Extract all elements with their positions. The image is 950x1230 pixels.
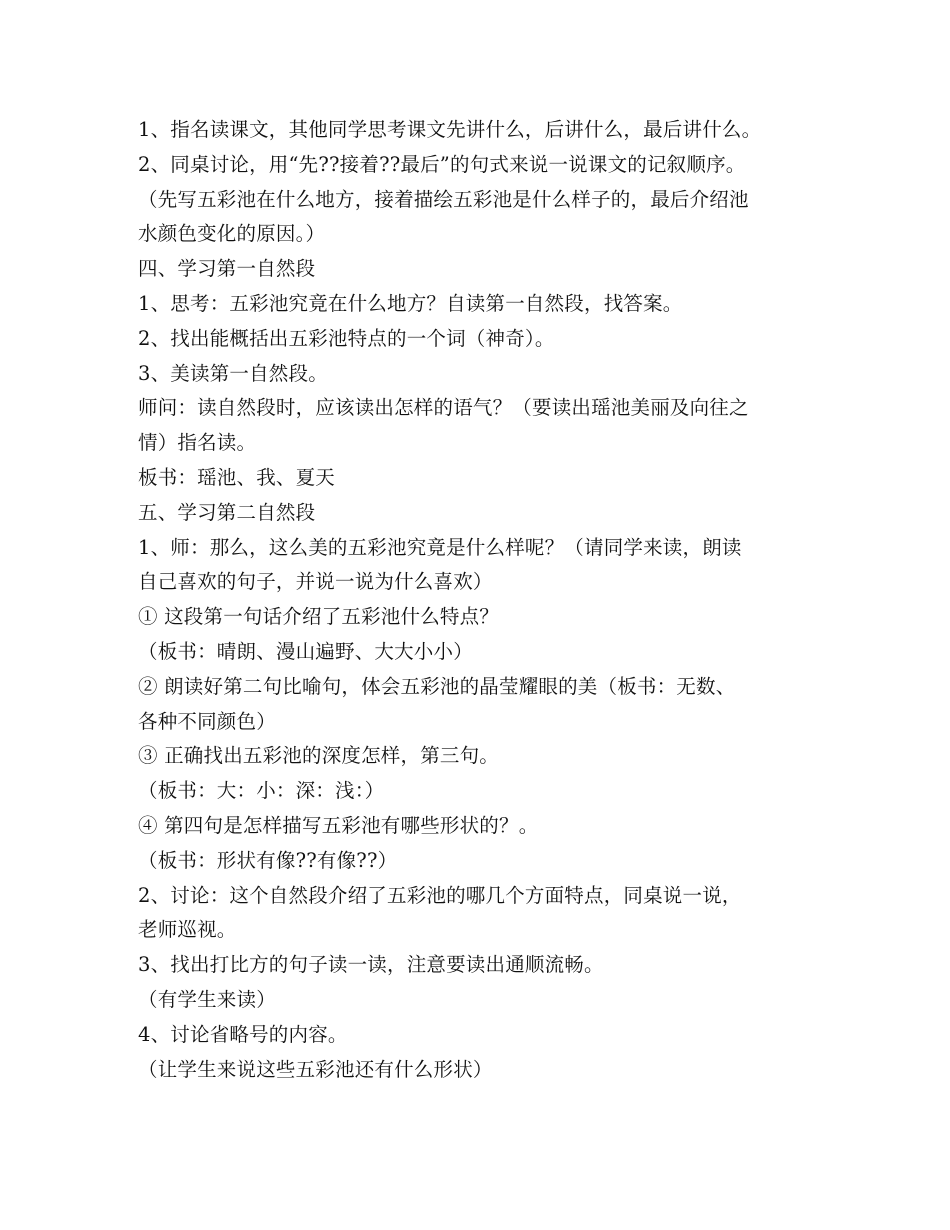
text-line: 自己喜欢的句子，并说一说为什么喜欢） [138,570,493,594]
text-line: 4、讨论省略号的内容。 [138,1022,348,1046]
text-line: （先写五彩池在什么地方，接着描绘五彩池是什么样子的，最后介绍池 [138,187,749,211]
text-line: （让学生来说这些五彩池还有什么形状） [138,1057,493,1081]
section-heading: 四、学习第一自然段 [138,257,316,281]
text-line: 1、师：那么，这么美的五彩池究竟是什么样呢？（请同学来读，朗读 [138,535,742,559]
text-line: （板书：形状有像??有像??） [138,848,398,872]
text-line: 板书：瑶池、我、夏天 [138,465,336,489]
text-line: 1、思考：五彩池究竟在什么地方？自读第一自然段，找答案。 [138,291,683,315]
text-line: 师问：读自然段时，应该读出怎样的语气？（要读出瑶池美丽及向往之 [138,396,749,420]
text-line: 情）指名读。 [138,431,257,455]
text-line: 老师巡视。 [138,918,237,942]
text-line: ② 朗读好第二句比喻句，体会五彩池的晶莹耀眼的美（板书：无数、 [138,674,736,698]
document-page [138,113,828,1087]
text-line: （有学生来读） [138,987,276,1011]
text-line: 2、找出能概括出五彩池特点的一个词（神奇）。 [138,326,555,350]
text-line: 3、找出打比方的句子读一读，注意要读出通顺流畅。 [138,953,604,977]
text-line: （板书：晴朗、漫山遍野、大大小小） [138,639,473,663]
text-line: 1、指名读课文，其他同学思考课文先讲什么，后讲什么，最后讲什么。 [138,118,762,141]
text-line: （板书：大：小：深：浅：） [138,779,385,803]
text-line: 各种不同颜色） [138,709,276,733]
text-line: 3、美读第一自然段。 [138,361,328,385]
text-line: ④ 第四句是怎样描写五彩池有哪些形状的？。 [138,813,539,837]
text-line: 2、讨论：这个自然段介绍了五彩池的哪几个方面特点，同桌说一说， [138,883,742,907]
text-line: 水颜色变化的原因。） [138,222,326,246]
text-line: ① 这段第一句话介绍了五彩池什么特点？ [138,605,499,629]
text-line: 2、同桌讨论，用“先??接着??最后”的句式来说一说课文的记叙顺序。 [138,152,746,176]
text-line: ③ 正确找出五彩池的深度怎样，第三句。 [138,744,499,768]
section-heading: 五、学习第二自然段 [138,500,316,524]
